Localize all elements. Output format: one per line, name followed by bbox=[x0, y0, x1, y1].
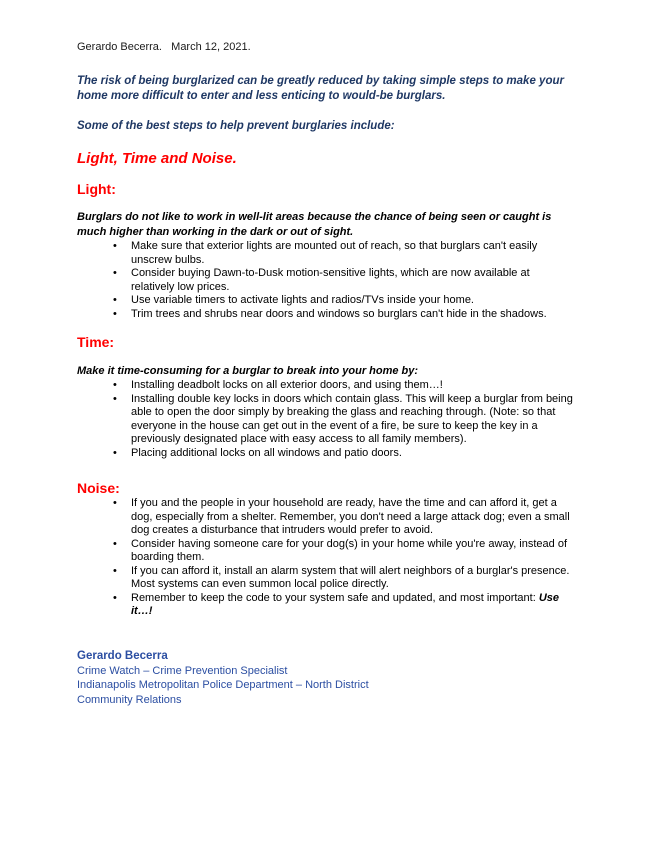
time-lead-paragraph: Make it time-consuming for a burglar to break into your home by: bbox=[77, 365, 419, 377]
signature-unit: Community Relations bbox=[77, 693, 182, 706]
light-lead-paragraph: Burglars do not like to work in well-lit areas because the chance of being seen or caught is much higher than working in the dark or out of sight. bbox=[77, 211, 552, 238]
section-heading-time: Time: bbox=[77, 334, 115, 350]
list-item: • Trim trees and shrubs near doors and windows so burglars can't hide in the shadows. bbox=[131, 308, 573, 322]
list-item: • If you and the people in your household are ready, have the time and can afford it, get a dog, especially from a shelter. Remember, you don't need a large attack dog; even a small dog creates a disturbance that intruders would prefer to avoid. bbox=[131, 497, 573, 538]
list-item bbox=[131, 592, 573, 619]
list-item-text: Remember to keep the code to your system safe and updated, and most important: bbox=[131, 591, 539, 604]
intro-subline: Some of the best steps to help prevent burglaries include: bbox=[77, 120, 395, 132]
list-item: • If you can afford it, install an alarm system that will alert neighbors of a burglar's presence. Most systems can even summon local police directly. bbox=[131, 565, 573, 592]
section-heading-noise: Noise: bbox=[77, 480, 120, 496]
list-item: • Installing double key locks in doors which contain glass. This will keep a burglar from being able to open the door simply by breaking the glass and reaching through. (Note: so that everyone in the house can get out in the event of a fire, be sure to keep the key in a previously designated place with easy access to all family members). bbox=[131, 393, 573, 447]
list-item: • Consider having someone care for your dog(s) in your home while you're away, instead of boarding them. bbox=[131, 538, 573, 565]
signature-name: Gerardo Becerra bbox=[77, 649, 168, 662]
list-item: • Use variable timers to activate lights and radios/TVs inside your home. bbox=[131, 294, 573, 308]
main-heading: Light, Time and Noise. bbox=[77, 150, 237, 167]
light-bullet-list bbox=[77, 240, 573, 321]
list-item: • Make sure that exterior lights are mounted out of reach, so that burglars can't easily unscrew bulbs. bbox=[131, 240, 573, 267]
intro-paragraph: The risk of being burglarized can be greatly reduced by taking simple steps to make your home more difficult to enter and less enticing to would-be burglars. bbox=[77, 75, 564, 102]
list-item: • Consider buying Dawn-to-Dusk motion-sensitive lights, which are now available at relatively low prices. bbox=[131, 267, 573, 294]
list-item: • Placing additional locks on all windows and patio doors. bbox=[131, 447, 573, 461]
signature-block bbox=[77, 649, 573, 708]
list-item: • Installing deadbolt locks on all exterior doors, and using them…! bbox=[131, 379, 573, 393]
section-heading-light: Light: bbox=[77, 181, 116, 197]
time-bullet-list bbox=[77, 379, 573, 460]
signature-department: Indianapolis Metropolitan Police Department – North District bbox=[77, 679, 369, 691]
noise-bullet-list bbox=[77, 497, 573, 619]
byline-date: Gerardo Becerra. March 12, 2021. bbox=[77, 41, 251, 53]
use-it-emphasis: Use it…! bbox=[131, 591, 560, 617]
signature-title: Crime Watch – Crime Prevention Specialist bbox=[77, 664, 288, 677]
